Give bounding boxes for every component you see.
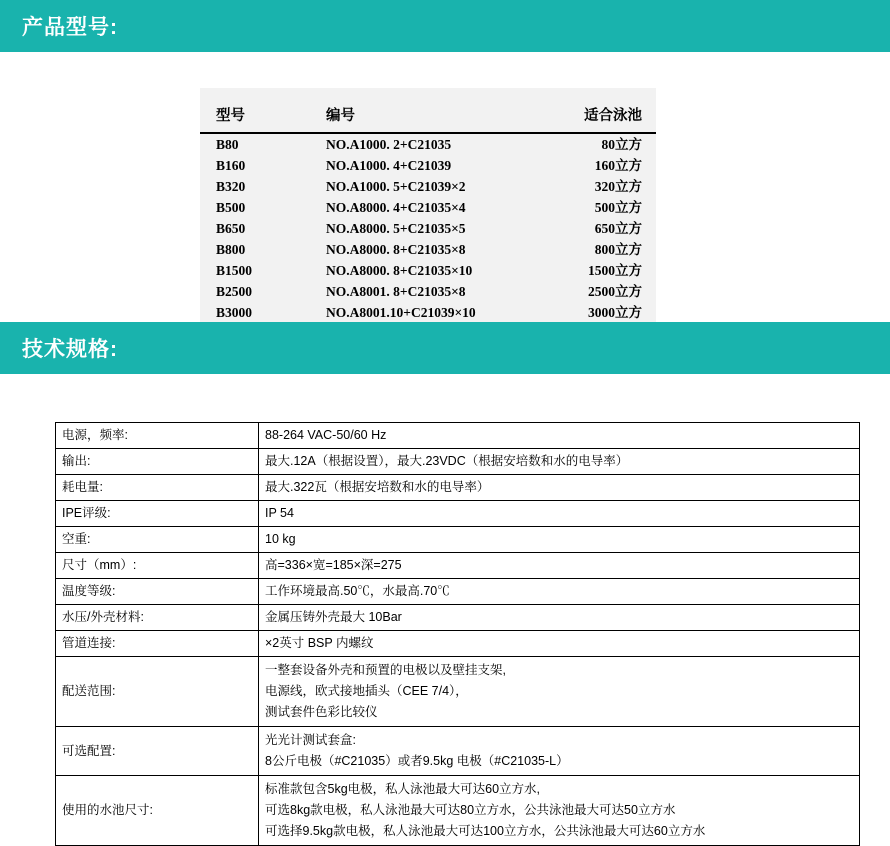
table-row [200, 281, 656, 302]
spec-label: 使用的水池尺寸: [56, 776, 259, 846]
table-row [56, 605, 860, 631]
model-pool-size: 2500立方 [588, 284, 642, 299]
models-table-head [200, 98, 656, 133]
table-row [56, 631, 860, 657]
model-name: B320 [216, 179, 246, 194]
model-pool-size: 3000立方 [588, 305, 642, 320]
table-row [56, 657, 860, 727]
model-pool-size: 800立方 [594, 242, 642, 257]
specs-table [55, 422, 860, 846]
spec-value [259, 527, 860, 553]
spec-label: 输出: [56, 449, 259, 475]
spec-value [259, 553, 860, 579]
spec-value [259, 501, 860, 527]
spec-value-line: 88-264 VAC-50/60 Hz [265, 428, 387, 442]
spec-value [259, 631, 860, 657]
model-number: NO.A8000. 5+C21035×5 [326, 221, 466, 236]
spec-value-line: 8公斤电极（#C21035）或者9.5kg 电极（#C21035-L） [265, 754, 569, 768]
table-row [56, 579, 860, 605]
table-row [56, 553, 860, 579]
table-row [200, 155, 656, 176]
models-col-header-pool: 适合泳池 [556, 98, 656, 133]
table-row [200, 197, 656, 218]
spec-value [259, 605, 860, 631]
spec-value [259, 657, 860, 727]
model-name: B800 [216, 242, 246, 257]
model-number: NO.A8000. 8+C21035×8 [326, 242, 466, 257]
spec-label: 可选配置: [56, 727, 259, 776]
models-table-panel [200, 88, 656, 337]
model-name: B650 [216, 221, 246, 236]
model-number: NO.A1000. 2+C21035 [326, 137, 452, 152]
section-header-specs-title: 技术规格: [22, 338, 118, 361]
spec-value-line: 光光计测试套盒: [265, 733, 356, 747]
models-col-header-number: 编号 [326, 98, 556, 133]
spec-value-line: 标准款包含5kg电极，私人泳池最大可达60立方水, [265, 782, 541, 796]
section-header-models-title: 产品型号: [22, 16, 118, 39]
spec-value [259, 579, 860, 605]
model-number: NO.A8001. 8+C21035×8 [326, 284, 466, 299]
models-table-header-row [200, 98, 656, 133]
table-row [56, 475, 860, 501]
model-pool-size: 320立方 [594, 179, 642, 194]
spec-value-line: 高=336×宽=185×深=275 [265, 558, 402, 572]
model-number: NO.A1000. 5+C21039×2 [326, 179, 466, 194]
section-header-specs [0, 322, 890, 374]
spec-label: 耗电量: [56, 475, 259, 501]
model-name: B3000 [216, 305, 253, 320]
spec-label: 配送范围: [56, 657, 259, 727]
specs-table-panel [55, 422, 835, 846]
spec-value-line: IP 54 [265, 506, 294, 520]
models-table [200, 98, 656, 323]
spec-label: 电源，频率: [56, 423, 259, 449]
table-row [200, 176, 656, 197]
table-row [56, 423, 860, 449]
spec-value-line: 可选择9.5kg款电极，私人泳池最大可达100立方水，公共泳池最大可达60立方水 [265, 824, 706, 838]
spec-value [259, 423, 860, 449]
spec-value-line: 金属压铸外壳最大 10Bar [265, 610, 402, 624]
table-row [200, 218, 656, 239]
spec-value-line: ×2英寸 BSP 内螺纹 [265, 636, 374, 650]
spec-label: 水压/外壳材料: [56, 605, 259, 631]
model-pool-size: 650立方 [594, 221, 642, 236]
model-pool-size: 80立方 [601, 137, 642, 152]
table-row [200, 302, 656, 323]
model-pool-size: 160立方 [594, 158, 642, 173]
models-table-body [200, 133, 656, 323]
spec-label: 温度等级: [56, 579, 259, 605]
table-row [56, 527, 860, 553]
spec-value [259, 475, 860, 501]
model-pool-size: 1500立方 [588, 263, 642, 278]
model-number: NO.A8001.10+C21039×10 [326, 305, 476, 320]
model-pool-size: 500立方 [594, 200, 642, 215]
table-row [200, 133, 656, 155]
spec-label: IPE评级: [56, 501, 259, 527]
spec-value-line: 电源线，欧式接地插头（CEE 7/4）， [265, 684, 468, 698]
spec-label: 尺寸（mm）: [56, 553, 259, 579]
models-col-header-model: 型号 [200, 98, 326, 133]
spec-value [259, 727, 860, 776]
section-header-models [0, 0, 890, 52]
model-name: B1500 [216, 263, 253, 278]
spec-value-line: 10 kg [265, 532, 296, 546]
model-name: B80 [216, 137, 239, 152]
spec-value-line: 测试套件色彩比较仪 [265, 705, 378, 719]
spec-value [259, 776, 860, 846]
spec-value [259, 449, 860, 475]
model-number: NO.A1000. 4+C21039 [326, 158, 452, 173]
spec-label: 管道连接: [56, 631, 259, 657]
table-row [56, 449, 860, 475]
specs-table-body [56, 423, 860, 846]
table-row [200, 260, 656, 281]
spec-value-line: 最大.12A（根据设置），最大.23VDC（根据安培数和水的电导率） [265, 454, 629, 468]
spec-value-line: 最大.322瓦（根据安培数和水的电导率） [265, 480, 490, 494]
spec-value-line: 一整套设备外壳和预置的电极以及壁挂支架, [265, 663, 506, 677]
model-name: B500 [216, 200, 246, 215]
spec-value-line: 可选8kg款电极，私人泳池最大可达80立方水，公共泳池最大可达50立方水 [265, 803, 676, 817]
table-row [56, 776, 860, 846]
table-row [56, 501, 860, 527]
model-name: B2500 [216, 284, 253, 299]
model-number: NO.A8000. 8+C21035×10 [326, 263, 473, 278]
spec-label: 空重: [56, 527, 259, 553]
model-number: NO.A8000. 4+C21035×4 [326, 200, 466, 215]
spec-value-line: 工作环境最高.50℃，水最高.70℃ [265, 584, 450, 598]
table-row [200, 239, 656, 260]
model-name: B160 [216, 158, 246, 173]
table-row [56, 727, 860, 776]
